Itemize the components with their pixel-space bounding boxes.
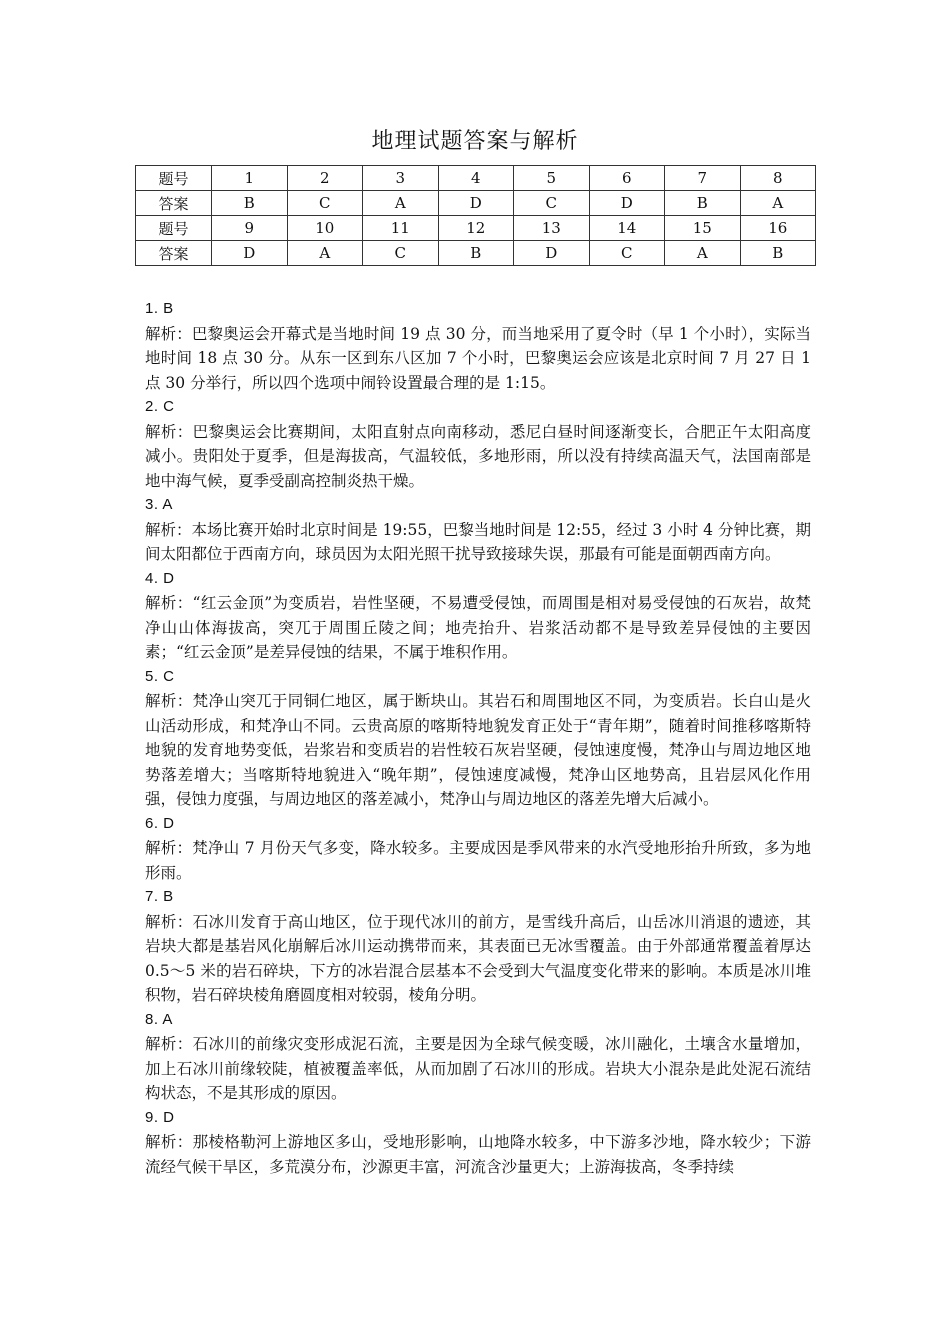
question-number: 8. A: [145, 1010, 173, 1028]
table-row: [136, 241, 816, 266]
question-explanation: 解析：“红云金顶”为变质岩，岩性坚硬，不易遭受侵蚀，而周围是相对易受侵蚀的石灰岩，故梵净山山体海拔高，突兀于周围丘陵之间；地壳抬升、岩浆活动都不是导致差异侵蚀的主要因素；“红云金顶”是差异侵蚀的结果，不属于堆积作用。: [145, 594, 811, 661]
question-explanation: 解析：巴黎奥运会比赛期间，太阳直射点向南移动，悉尼白昼时间逐渐变长，合肥正午太阳高度减小。贵阳处于夏季，但是海拔高，气温较低，多地形雨，所以没有持续高温天气，法国南部是地中海气候，夏季受副高控制炎热干燥。: [145, 422, 811, 490]
table-cell: D: [212, 241, 288, 266]
table-cell: 16: [740, 216, 816, 241]
question-explanation: 解析：石冰川发育于高山地区，位于现代冰川的前方，是雪线升高后，山岳冰川消退的遗迹，其岩块大都是基岩风化崩解后冰川运动携带而来，其表面已无冰雪覆盖。由于外部通常覆盖着厚达 0.5～5 米的岩石碎块，下方的冰岩混合层基本不会受到大气温度变化带来的影响。本质是冰川堆积物，岩石碎块棱角磨圆度相对较弱，棱角分明。: [145, 912, 811, 1004]
table-cell: 8: [740, 166, 816, 191]
table-row: [136, 216, 816, 241]
table-cell: 15: [665, 216, 741, 241]
table-cell: A: [287, 241, 363, 266]
table-cell: 7: [665, 166, 741, 191]
question-item: [145, 493, 811, 567]
question-number: 2. C: [145, 398, 175, 415]
table-cell: 2: [287, 166, 363, 191]
table-cell: 6: [589, 166, 665, 191]
question-item: [145, 885, 811, 1008]
question-explanation: 解析：石冰川的前缘灾变形成泥石流，主要是因为全球气候变暖，冰川融化，土壤含水量增加，加上石冰川前缘较陡，植被覆盖率低，从而加剧了石冰川的形成。岩块大小混杂是此处泥石流结构状态，不是其形成的原因。: [145, 1035, 811, 1102]
table-cell: B: [212, 191, 288, 216]
table-cell: B: [438, 241, 514, 266]
question-number: 7. B: [145, 888, 174, 905]
table-cell: 14: [589, 216, 665, 241]
row-header: 答案: [136, 191, 212, 216]
question-item: [145, 1106, 811, 1180]
table-cell: 12: [438, 216, 514, 241]
table-cell: A: [363, 191, 439, 216]
row-header: 答案: [136, 241, 212, 266]
table-cell: A: [665, 241, 741, 266]
question-item: [145, 395, 811, 493]
question-number: 9. D: [145, 1108, 175, 1126]
table-cell: C: [589, 241, 665, 266]
table-cell: D: [514, 241, 590, 266]
table-cell: 3: [363, 166, 439, 191]
question-item: [145, 665, 811, 812]
question-explanation: 解析：本场比赛开始时北京时间是 19:55，巴黎当地时间是 12:55，经过 3 小时 4 分钟比赛，期间太阳都位于西南方向，球员因为太阳光照干扰导致接球失误，那最有可能是面朝西南方向。: [145, 520, 811, 563]
question-number: 3. A: [145, 496, 173, 513]
answer-table: [135, 165, 816, 266]
question-explanation: 解析：梵净山 7 月份天气多变，降水较多。主要成因是季风带来的水汽受地形抬升所致，多为地形雨。: [145, 839, 811, 882]
table-cell: 13: [514, 216, 590, 241]
question-explanation: 解析：那棱格勒河上游地区多山，受地形影响，山地降水较多，中下游多沙地，降水较少；下游流经气候干旱区，多荒漠分布，沙源更丰富，河流含沙量更大；上游海拔高，冬季持续: [145, 1133, 811, 1176]
table-cell: C: [287, 191, 363, 216]
table-cell: 4: [438, 166, 514, 191]
table-cell: A: [740, 191, 816, 216]
question-number: 5. C: [145, 667, 175, 685]
table-cell: D: [589, 191, 665, 216]
table-cell: 10: [287, 216, 363, 241]
table-cell: 9: [212, 216, 288, 241]
answer-explanations: [145, 297, 811, 1179]
question-number: 4. D: [145, 569, 175, 587]
table-cell: 1: [212, 166, 288, 191]
table-cell: B: [665, 191, 741, 216]
row-header: 题号: [136, 166, 212, 191]
table-row: [136, 166, 816, 191]
table-cell: B: [740, 241, 816, 266]
table-cell: 11: [363, 216, 439, 241]
question-item: [145, 297, 811, 395]
question-explanation: 解析：梵净山突兀于同铜仁地区，属于断块山。其岩石和周围地区不同，为变质岩。长白山是火山活动形成，和梵净山不同。云贵高原的喀斯特地貌发育正处于“青年期”，随着时间推移喀斯特地貌的发育地势变低，岩浆岩和变质岩的岩性较石灰岩坚硬，侵蚀速度慢，梵净山与周边地区地势落差增大；当喀斯特地貌进入“晚年期”，侵蚀速度减慢，梵净山区地势高，且岩层风化作用强，侵蚀力度强，与周边地区的落差减小，梵净山与周边地区的落差先增大后减小。: [145, 692, 811, 808]
question-item: [145, 567, 811, 665]
table-row: [136, 191, 816, 216]
question-item: [145, 1008, 811, 1106]
table-cell: C: [363, 241, 439, 266]
question-number: 6. D: [145, 814, 175, 832]
page-title: 地理试题答案与解析: [371, 129, 579, 154]
question-explanation: 解析：巴黎奥运会开幕式是当地时间 19 点 30 分，而当地采用了夏令时（早 1 个小时），实际当地时间 18 点 30 分。从东一区到东八区加 7 个小时，巴黎奥运会应该是北京时间 7 月 27 日 1 点 30 分举行，所以四个选项中闹铃设置最合理的是 1:15。: [145, 324, 811, 392]
table-cell: C: [514, 191, 590, 216]
table-cell: 5: [514, 166, 590, 191]
question-item: [145, 812, 811, 886]
row-header: 题号: [136, 216, 212, 241]
table-cell: D: [438, 191, 514, 216]
question-number: 1. B: [145, 300, 174, 317]
